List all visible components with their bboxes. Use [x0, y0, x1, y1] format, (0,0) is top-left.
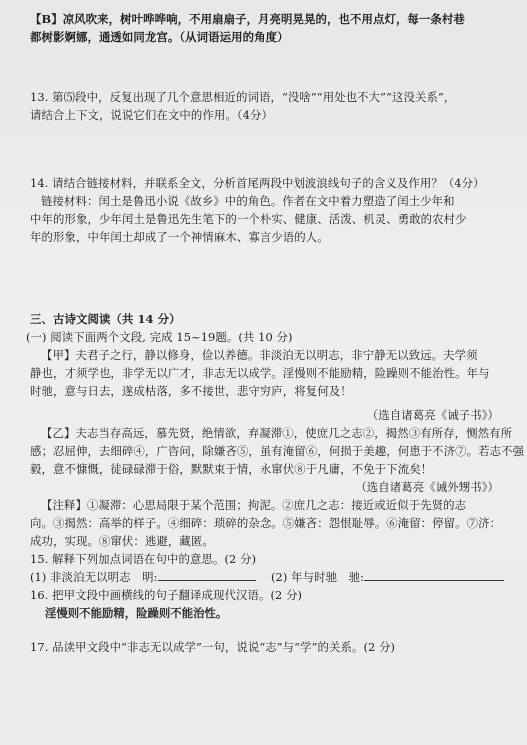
example-b-line1: 【B】凉风吹来，树叶哗哗响，不用扇扇子，月亮明晃晃的，也不用点灯，每一条村巷 — [30, 12, 465, 26]
question-13-line1: 13. 第⑸段中，反复出现了几个意思相近的词语，“没啥”“用处也不大”“这没关系”， — [30, 90, 456, 104]
link-material-line2: 中年的形象，少年闰土是鲁迅先生笔下的一个朴实、健康、活泼、机灵、勇敢的农村少 — [30, 212, 467, 226]
link-material-line3: 年的形象，中年闰土却成了一个神情麻木、寡言少语的人。 — [30, 230, 329, 244]
answer-blank-1[interactable] — [158, 568, 256, 581]
part-1-instructions: (一) 阅读下面两个文段, 完成 15~19题。(共 10 分) — [26, 330, 293, 344]
notes-line2: 向。③揭然：高举的样子。④细碎：琐碎的杂念。⑤嫌吝：怨恨耻辱。⑥淹留：停留。⑦济： — [30, 516, 502, 530]
question-14-line1: 14. 请结合链接材料，并联系全文，分析首尾两段中划波浪线句子的含义及作用？（4分） — [30, 176, 485, 190]
passage-jia-line2: 静也，才须学也，非学无以广才，非志无以成学。淫慢则不能励精，险躁则不能治性。年与 — [30, 366, 490, 380]
answer-blank-2[interactable] — [364, 568, 504, 581]
passage-jia-line1: 【甲】夫君子之行，静以修身，俭以养德。非淡泊无以明志，非宁静无以致远。夫学须 — [41, 348, 478, 362]
question-13-line2: 请结合上下文，说说它们在文中的作用。（4分） — [30, 108, 273, 122]
question-15-item2-label: (2) 年与时驰 驰: — [270, 570, 365, 584]
passage-jia-source: （选自诸葛亮《诫子书》） — [366, 408, 499, 422]
section-3-title: 三、古诗文阅读（共 14 分） — [30, 312, 181, 326]
passage-yi-source: （选自诸葛亮《诫外甥书》） — [355, 480, 499, 494]
passage-yi-line2: 感；忍屈伸，去细碎④，广咨问，除嫌吝⑤，虽有淹留⑥，何损于美趣，何患于不济⑦。若志不强 — [30, 444, 525, 458]
passage-yi-line3: 毅，意不慷慨，徒碌碌滞于俗，默默束于情，永窜伏⑧于凡庸，不免于下流矣！ — [30, 462, 433, 476]
question-15-item1-label: (1) 非淡泊无以明志 明: — [30, 570, 158, 584]
notes-line1: 【注释】①凝滞：心思局限于某个范围；拘泥。②庶几之志：接近或近似于先贤的志 — [41, 498, 467, 512]
passage-yi-line1: 【乙】夫志当存高远，慕先贤，绝情欲，弃凝滞①，使庶几之志②，揭然③有所存，恻然有所 — [41, 426, 513, 440]
question-17-prompt: 17. 品读甲文段中“非志无以成学”一句，说说“志”与“学”的关系。(2 分) — [30, 640, 396, 654]
link-material-line1: 链接材料：闰土是鲁迅小说《故乡》中的角色。作者在文中着力塑造了闰土少年和 — [41, 194, 455, 208]
question-15-answers — [30, 568, 507, 586]
question-16-prompt: 16. 把甲文段中画横线的句子翻译成现代汉语。(2 分) — [30, 588, 303, 602]
question-15-prompt: 15. 解释下列加点词语在句中的意思。(2 分) — [30, 552, 257, 566]
notes-line3: 成功，实现。⑧窜伏：逃避，藏匿。 — [30, 534, 214, 548]
example-b-line2: 都树影婀娜，通透如同龙宫。（从词语运用的角度） — [30, 30, 289, 44]
passage-jia-line3: 时驰，意与日去，遂成枯落，多不接世，悲守穷庐，将复何及！ — [30, 384, 352, 398]
question-16-sentence: 淫慢则不能励精，险躁则不能治性。 — [45, 606, 228, 620]
